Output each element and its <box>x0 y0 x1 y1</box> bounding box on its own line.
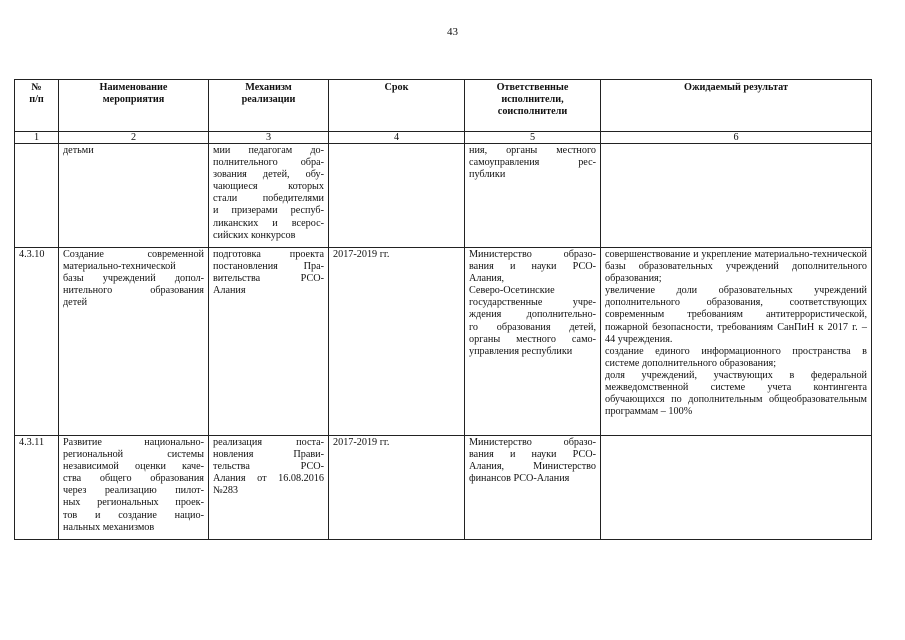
cell-line: детьми <box>63 145 94 156</box>
cell-line: ния, органы местного <box>469 145 596 156</box>
activity-name <box>59 248 209 436</box>
cell-line: Алания, Министерство <box>469 461 596 473</box>
header-label-line: мероприятия <box>102 94 165 106</box>
cell-line: Министерство образо- <box>469 437 596 448</box>
cell-line: подготовка проекта <box>213 249 324 260</box>
cell-line: мии педагогам до- <box>213 145 324 156</box>
cell-line: чающиеся которых <box>213 181 324 193</box>
mechanism <box>209 436 329 540</box>
table-row <box>15 144 872 248</box>
cell-line: Северо-Осетинские <box>469 285 555 297</box>
row-number: 4.3.10 <box>15 248 59 436</box>
cell-line: Создание современной <box>63 249 204 260</box>
cell-line: нительного образования <box>63 285 204 297</box>
cell-line: ждения дополнительно- <box>469 309 596 321</box>
cell-line: тов и создание нацио- <box>63 509 204 521</box>
cell-line: государственные учре- <box>469 297 596 309</box>
header-cell <box>465 80 601 132</box>
cell-line: ликанских и всерос- <box>213 217 324 229</box>
expected-result <box>601 248 872 436</box>
header-row <box>15 80 872 132</box>
cell-line: го образования детей, <box>469 321 596 333</box>
cell-line: полнительного обра- <box>213 157 324 169</box>
mechanism <box>209 144 329 248</box>
cell-line: Алания <box>213 285 246 297</box>
header-cell <box>209 80 329 132</box>
cell-line: финансов РСО-Алания <box>469 473 570 485</box>
cell-line: сийских конкурсов <box>213 229 296 241</box>
term <box>329 144 465 248</box>
cell-line: через реализацию пилот- <box>63 485 204 497</box>
header-cell <box>601 80 872 132</box>
cell-line: вания и науки РСО- <box>469 449 596 461</box>
header-label-line: Ожидаемый результат <box>684 82 788 93</box>
result-paragraph: совершенствование и укрепление материально-технической базы образовательных учреждений дополнительного образования; <box>605 249 867 285</box>
cell-line: ных региональных проек- <box>63 497 204 509</box>
activities-table <box>14 79 872 540</box>
page-number: 43 <box>447 26 458 38</box>
header-cell <box>329 80 465 132</box>
cell-line: тельства РСО- <box>213 461 324 473</box>
table-row <box>15 436 872 540</box>
header-label-line: Наименование <box>99 82 168 93</box>
header-label-line: реализации <box>241 94 296 106</box>
cell-line: вительства РСО- <box>213 273 324 285</box>
cell-line: №283 <box>213 485 239 497</box>
table-row <box>15 248 872 436</box>
row-number: 4.3.11 <box>15 436 59 540</box>
header-label-line: Ответственные <box>496 82 569 93</box>
header-label-line: Срок <box>384 82 409 93</box>
cell-line: реализация поста- <box>213 437 324 448</box>
result-paragraph: увеличение доли образовательных учреждений дополнительного образования, соответствующих современным требованиям антитеррористической, пожарной безопасности, требованиям СанПиН к 2017 г. – 44 учреждения. <box>605 285 867 345</box>
executors <box>465 248 601 436</box>
cell-line: независимой оценки каче- <box>63 461 204 473</box>
result-paragraph: создание единого информационного пространства в системе дополнительного образования; <box>605 345 867 369</box>
cell-line: детей <box>63 297 88 309</box>
column-number: 3 <box>209 132 329 144</box>
cell-line: зования детей, обу- <box>213 169 324 181</box>
header-label-line: соисполнители <box>497 106 568 118</box>
column-number: 5 <box>465 132 601 144</box>
cell-line: Алания, <box>469 273 505 285</box>
cell-line: вания и науки РСО- <box>469 261 596 273</box>
cell-line: и призерами респуб- <box>213 205 324 217</box>
cell-line: базы учреждений допол- <box>63 273 204 285</box>
column-number: 4 <box>329 132 465 144</box>
activity-name <box>59 436 209 540</box>
cell-line: стали победителями <box>213 193 324 205</box>
row-number <box>15 144 59 248</box>
term: 2017-2019 гг. <box>329 436 465 540</box>
executors <box>465 436 601 540</box>
column-number: 6 <box>601 132 872 144</box>
header-label-line: п/п <box>29 94 44 106</box>
cell-line: публики <box>469 169 506 181</box>
header-label-line: исполнители, <box>501 94 564 106</box>
executors <box>465 144 601 248</box>
header-cell <box>59 80 209 132</box>
header-label-line: Механизм <box>245 82 292 93</box>
cell-line: управления республики <box>469 345 573 357</box>
cell-line: органы местного само- <box>469 333 596 345</box>
cell-line: новления Прави- <box>213 449 324 461</box>
cell-line: ства общего образования <box>63 473 204 485</box>
cell-line: нальных механизмов <box>63 521 155 533</box>
cell-line: Развитие национально- <box>63 437 204 448</box>
mechanism <box>209 248 329 436</box>
column-number: 2 <box>59 132 209 144</box>
cell-line: региональной системы <box>63 449 204 461</box>
activity-name <box>59 144 209 248</box>
header-cell <box>15 80 59 132</box>
column-number: 1 <box>15 132 59 144</box>
expected-result <box>601 144 872 248</box>
cell-line: самоуправления рес- <box>469 157 596 169</box>
expected-result <box>601 436 872 540</box>
term: 2017-2019 гг. <box>329 248 465 436</box>
cell-line: постановления Пра- <box>213 261 324 273</box>
cell-line: материально-технической <box>63 261 176 273</box>
cell-line: Министерство образо- <box>469 249 596 260</box>
cell-line: Алания от 16.08.2016 <box>213 473 324 485</box>
header-label-line: № <box>31 82 42 93</box>
column-number-row <box>15 132 872 144</box>
result-paragraph: доля учреждений, участвующих в федеральной межведомственной системе учета контингента обучающихся по дополнительным общеобразовательным программам – 100% <box>605 369 867 418</box>
